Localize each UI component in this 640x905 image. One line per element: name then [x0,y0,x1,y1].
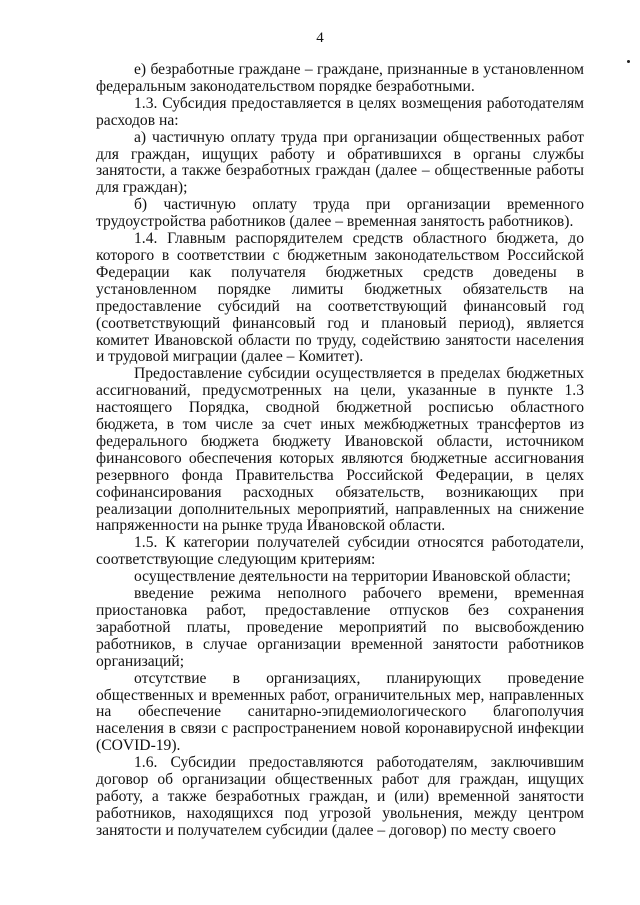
paragraph-criterion-territory: осуществление деятельности на территории Ивановской области; [134,568,571,586]
paragraph-e-unemployed-definition: е) безработные граждане – граждане, признанные в установленном федеральным законодательством порядке безработными. [96,61,584,95]
paragraph-1-3-a: а) частичную оплату труда при организации общественных работ для граждан, ищущих работу и обратившихся в органы службы занятости, а также безработных граждан (далее – общественные работы для граждан); [96,128,584,197]
paragraph-1-6: 1.6. Субсидии предоставляются работодателям, заключившим договор об организации общественных работ для граждан, ищущих работу, а также безработных граждан, и (или) временной занятости работников, находящихся под угрозой увольнения, между центром занятости и получателем субсидии (далее – договор) по месту своего [96,754,584,839]
paragraph-subsidy-funding: Предоставление субсидии осуществляется в пределах бюджетных ассигнований, предусмотренных на цели, указанные в пункте 1.3 настоящего Порядка, сводной бюджетной росписью областного бюджета, в том числе за счет иных межбюджетных трансфертов из федерального бюджета бюджету Ивановской области, источником финансового обеспечения которых являются бюджетные ассигнования резервного фонда Правительства Российской Федерации, в целях софинансирования расходных обязательств, возникающих при реализации дополнительных мероприятий, направленных на снижение напряженности на рынке труда Ивановской области. [96,365,584,535]
paragraph-1-4: 1.4. Главным распорядителем средств областного бюджета, до которого в соответствии с бюджетным законодательством Российской Федерации как получателя бюджетных средств доведены в установленном порядке лимиты бюджетных обязательств на предоставление субсидий на соответствующий финансовый год (соответствующий финансовый год и плановый период), является комитет Ивановской области по труду, содействию занятости населения и трудовой миграции (далее – Комитет). [96,230,584,366]
paragraph-criterion-no-restrictions: отсутствие в организациях, планирующих проведение общественных и временных работ, ограничительных мер, направленных на обеспечение санитарно-эпидемиологического благополучия населения в связи с распространением новой коронавирусной инфекции (COVID-19). [96,669,584,755]
paragraph-1-3-b: б) частичную оплату труда при организации временного трудоустройства работников (далее – временная занятость работников). [96,196,584,231]
page-number: 4 [316,30,324,46]
scan-speck [627,60,630,63]
paragraph-1-5: 1.5. К категории получателей субсидии относятся работодатели, соответствующие следующим критериям: [96,534,584,569]
paragraph-1-3: 1.3. Субсидия предоставляется в целях возмещения работодателям расходов на: [96,94,584,129]
document-body [96,62,584,840]
paragraph-criterion-part-time: введение режима неполного рабочего времени, временная приостановка работ, предоставление отпусков без сохранения заработной платы, проведение мероприятий по высвобождению работников, в случае организации временной занятости работников организаций; [96,585,584,670]
